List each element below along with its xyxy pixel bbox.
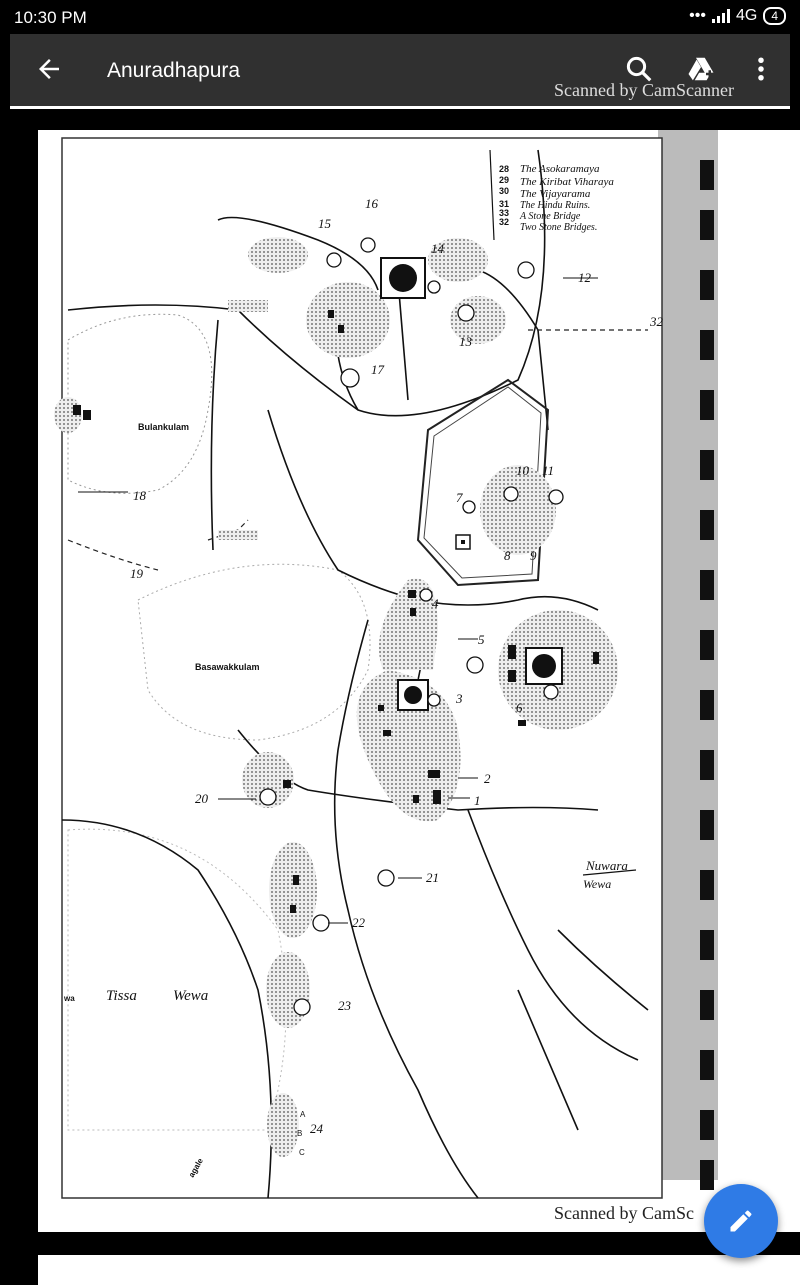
label-1: 1 xyxy=(474,793,481,808)
label-22: 22 xyxy=(352,915,365,930)
legend-text-33: A Stone Bridge xyxy=(520,211,581,222)
legend-num-30: 30 xyxy=(499,186,510,196)
back-arrow-icon[interactable] xyxy=(34,54,64,84)
legend-text-31: The Hindu Ruins. xyxy=(520,200,591,211)
label-23: 23 xyxy=(338,998,351,1013)
place-nuwara-wewa: Wewa xyxy=(583,877,612,891)
label-13: 13 xyxy=(459,334,472,349)
place-nuwara: Nuwara xyxy=(586,858,628,873)
label-4: 4 xyxy=(432,596,439,611)
label-24: 24 xyxy=(310,1121,323,1136)
place-basawakkulam: Basawakkulam xyxy=(195,662,260,672)
place-wa-edge: wa xyxy=(64,994,75,1003)
sublabel-b: B xyxy=(297,1129,303,1138)
legend-text-32: Two Stone Bridges. xyxy=(520,222,598,233)
place-tissa: Tissa xyxy=(106,988,137,1004)
sublabel-a: A xyxy=(300,1110,306,1119)
camscanner-watermark-bottom: Scanned by CamSc xyxy=(554,1203,694,1223)
label-21: 21 xyxy=(426,870,439,885)
place-edge-bottom: agale xyxy=(186,1156,205,1179)
map-drawing xyxy=(38,130,800,1232)
signal-dots: ••• xyxy=(689,7,706,24)
battery-icon: 4 xyxy=(763,7,786,25)
place-wewa: Wewa xyxy=(173,988,209,1004)
legend-num-29: 29 xyxy=(499,175,510,185)
label-2: 2 xyxy=(484,771,491,786)
legend-text-28: The Asokaramaya xyxy=(520,163,600,175)
label-7: 7 xyxy=(456,490,463,505)
edit-fab-button[interactable] xyxy=(704,1184,778,1258)
camscanner-watermark-top: Scanned by CamScanner xyxy=(554,80,734,100)
label-16: 16 xyxy=(365,196,378,211)
legend-num-28: 28 xyxy=(499,164,510,174)
label-19: 19 xyxy=(130,566,143,581)
status-time: 10:30 PM xyxy=(14,8,87,27)
legend-text-30: The Vijayarama xyxy=(520,188,591,200)
network-type: 4G xyxy=(735,7,758,24)
label-32: 32 xyxy=(650,314,663,329)
sublabel-c: C xyxy=(299,1148,305,1157)
label-6: 6 xyxy=(516,700,523,715)
label-20: 20 xyxy=(195,791,208,806)
signal-icon xyxy=(712,9,730,23)
label-14: 14 xyxy=(431,241,444,256)
label-9: 9 xyxy=(530,548,537,563)
label-12: 12 xyxy=(578,270,591,285)
status-bar xyxy=(0,0,800,34)
place-bulankulam: Bulankulam xyxy=(138,422,190,432)
document-page[interactable] xyxy=(38,130,800,1232)
legend-text-29: The Kiribat Viharaya xyxy=(520,176,614,188)
label-18: 18 xyxy=(133,488,146,503)
label-15: 15 xyxy=(318,216,331,231)
label-5: 5 xyxy=(478,632,485,647)
legend-num-33: 33 xyxy=(499,208,510,218)
legend-num-31: 31 xyxy=(499,199,510,209)
edit-pencil-icon xyxy=(727,1207,755,1235)
label-3: 3 xyxy=(456,691,463,706)
label-8: 8 xyxy=(504,548,511,563)
more-vert-icon[interactable] xyxy=(746,54,776,84)
label-11: 11 xyxy=(542,463,555,478)
page-title: Anuradhapura xyxy=(107,59,241,82)
next-page-edge[interactable] xyxy=(38,1255,800,1285)
legend-num-32: 32 xyxy=(499,217,510,227)
label-10: 10 xyxy=(516,463,529,478)
label-17: 17 xyxy=(371,362,384,377)
status-right xyxy=(689,7,786,25)
